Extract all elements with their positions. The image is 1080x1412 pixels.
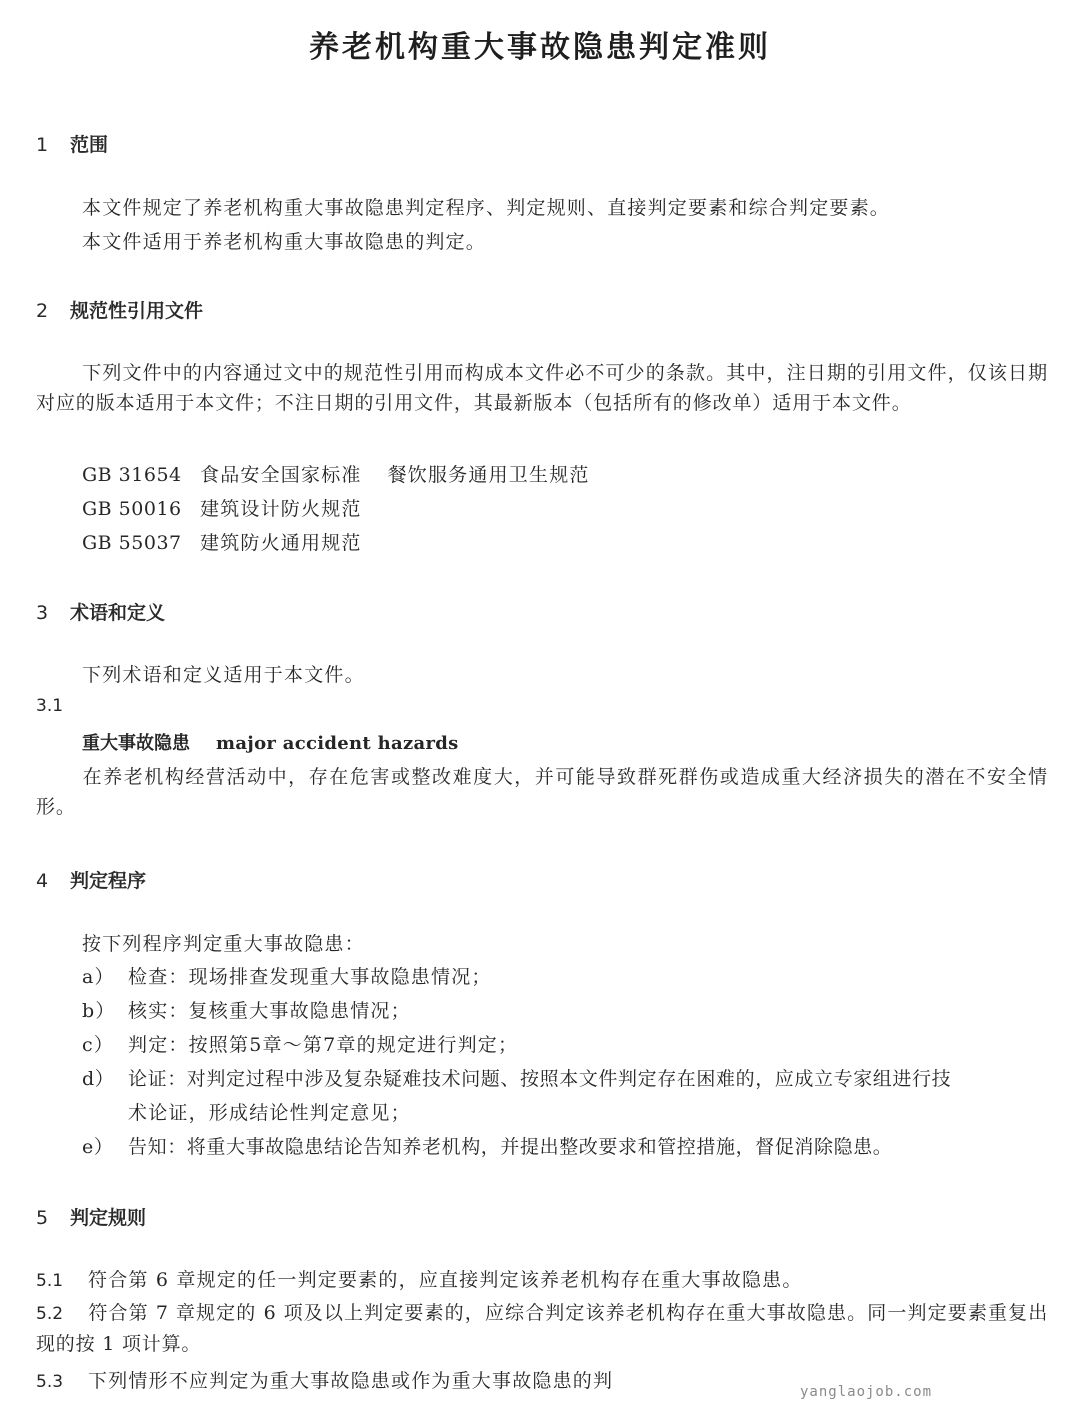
term-definition: [36, 762, 1048, 822]
section-1-paragraph-2: 本文件适用于养老机构重大事故隐患的判定。: [82, 231, 487, 253]
list-item-continuation: 术论证，形成结论性判定意见；: [128, 1102, 411, 1124]
list-text: 论证：对判定过程中涉及复杂疑难技术问题、按照本文件判定存在困难的，应成立专家组进行技: [128, 1068, 952, 1090]
normative-reference: [82, 528, 362, 558]
section-title: 术语和定义: [70, 602, 166, 624]
term-definition-text: 在养老机构经营活动中，存在危害或整改难度大，并可能导致群死群伤或造成重大经济损失的潜在不安全情形。: [36, 766, 1048, 818]
term-entry: [82, 729, 459, 755]
reference-subtitle: 餐饮服务通用卫生规范: [387, 464, 590, 486]
list-label: c）: [82, 1034, 115, 1056]
section-1-paragraph-1: 本文件规定了养老机构重大事故隐患判定程序、判定规则、直接判定要素和综合判定要素。: [82, 197, 891, 219]
section-number: 5: [36, 1207, 49, 1229]
list-label: a）: [82, 966, 115, 988]
list-item: [82, 996, 411, 1026]
clause-number: 3.1: [36, 696, 64, 716]
section-2-paragraph-text: 下列文件中的内容通过文中的规范性引用而构成本文件必不可少的条款。其中，注日期的引用文件，仅该日期对应的版本适用于本文件；不注日期的引用文件，其最新版本（包括所有的修改单）适用于本文件。: [36, 362, 1048, 414]
list-item: [82, 1132, 892, 1162]
list-label: b）: [82, 1000, 116, 1022]
list-text: 告知：将重大事故隐患结论告知养老机构，并提出整改要求和管控措施，督促消除隐患。: [128, 1136, 893, 1158]
clause-number: 5.1: [36, 1271, 64, 1291]
section-title: 判定规则: [70, 1207, 147, 1229]
list-label: d）: [82, 1068, 115, 1090]
section-title: 判定程序: [70, 870, 147, 892]
section-3-intro: 下列术语和定义适用于本文件。: [82, 664, 365, 686]
clause-text: 下列情形不应判定为重大事故隐患或作为重大事故隐患的判: [88, 1370, 614, 1392]
clause-number: 5.3: [36, 1372, 64, 1392]
clause-text: 符合第 7 章规定的 6 项及以上判定要素的，应综合判定该养老机构存在重大事故隐患。同一判定要素重复出现的按 1 项计算。: [36, 1302, 1048, 1355]
section-1-heading: [36, 130, 108, 157]
clause-number: 5.2: [36, 1304, 64, 1324]
section-title: 范围: [70, 134, 109, 156]
watermark: yanglaojob.com: [800, 1384, 933, 1400]
list-text: 核实：复核重大事故隐患情况；: [128, 1000, 411, 1022]
section-number: 1: [36, 134, 49, 156]
clause-text: 符合第 6 章规定的任一判定要素的，应直接判定该养老机构存在重大事故隐患。: [88, 1269, 803, 1291]
clause-5-2: [36, 1298, 1048, 1359]
section-title: 规范性引用文件: [70, 300, 204, 322]
section-number: 2: [36, 300, 49, 322]
section-number: 3: [36, 602, 49, 624]
clause-5-3: [36, 1366, 613, 1397]
reference-code: GB 31654: [82, 464, 182, 486]
reference-code: GB 50016: [82, 498, 182, 520]
section-4-intro: 按下列程序判定重大事故隐患：: [82, 933, 365, 955]
list-text: 判定：按照第5章～第7章的规定进行判定；: [128, 1034, 519, 1056]
normative-reference: [82, 494, 362, 524]
list-item: [82, 1064, 951, 1094]
reference-title: 建筑设计防火规范: [200, 498, 362, 520]
term-english: major accident hazards: [216, 733, 459, 754]
section-3-heading: [36, 598, 165, 625]
list-item: [82, 962, 492, 992]
clause-5-1: [36, 1265, 803, 1296]
document-title: 养老机构重大事故隐患判定准则: [309, 30, 771, 65]
section-5-heading: [36, 1203, 146, 1230]
reference-code: GB 55037: [82, 532, 182, 554]
section-4-heading: [36, 866, 146, 893]
list-item: [82, 1030, 518, 1060]
normative-reference: [82, 460, 590, 490]
list-text: 检查：现场排查发现重大事故隐患情况；: [128, 966, 492, 988]
section-2-paragraph: [36, 358, 1048, 418]
reference-title: 建筑防火通用规范: [200, 532, 362, 554]
list-label: e）: [82, 1136, 114, 1158]
text-fade-overlay: [650, 1366, 690, 1396]
term-chinese: 重大事故隐患: [82, 733, 190, 754]
reference-title: 食品安全国家标准: [200, 464, 362, 486]
section-number: 4: [36, 870, 49, 892]
section-2-heading: [36, 296, 203, 323]
